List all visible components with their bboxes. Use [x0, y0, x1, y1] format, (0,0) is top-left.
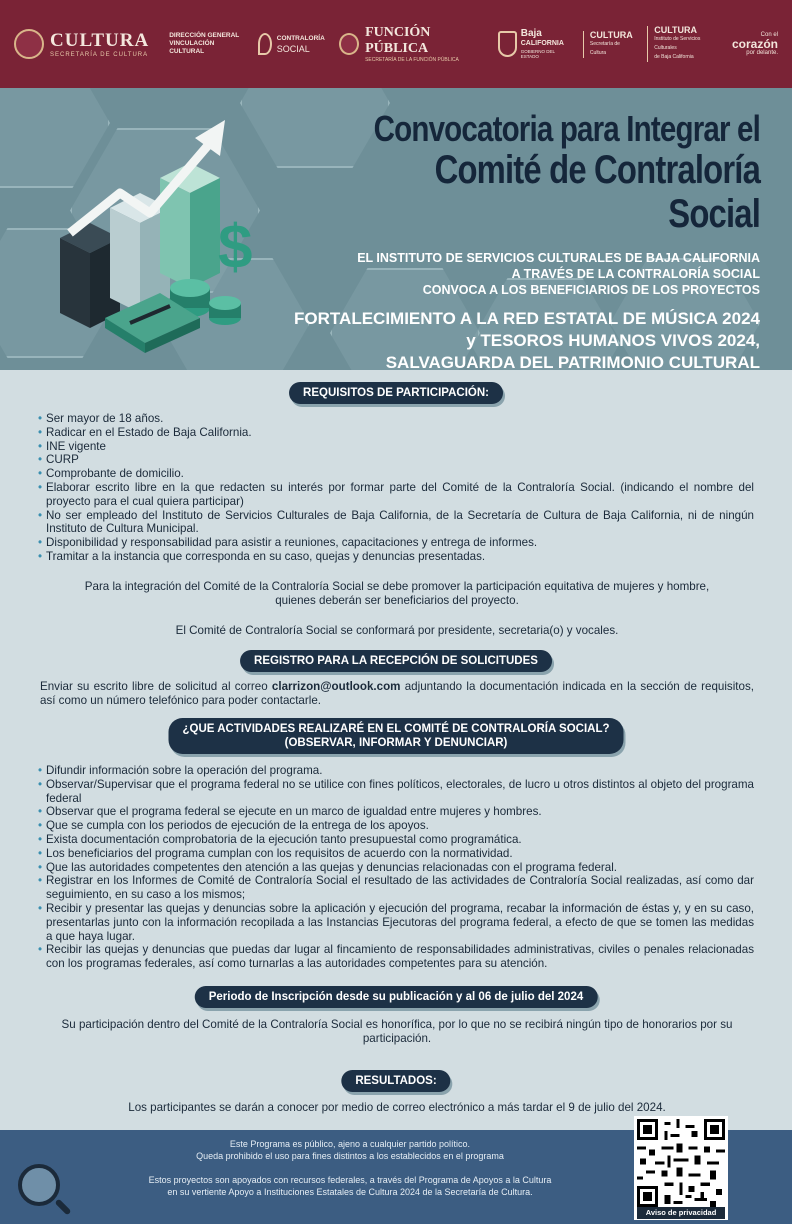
magnifier-icon [18, 1164, 60, 1206]
header-logo-bar [0, 0, 792, 88]
funcion-publica-seal-icon [339, 33, 359, 55]
cultura-logo [14, 29, 149, 59]
finance-growth-illustration [40, 98, 300, 368]
list-item: • Que se cumpla con los periodos de ejecución de la entrega de los apoyos. [40, 819, 754, 833]
cultura-logo-subtext: SECRETARÍA DE CULTURA [50, 52, 149, 58]
list-item: • Disponibilidad y responsabilidad para asistir a reuniones, capacitaciones y entrega de informes. [40, 536, 754, 550]
footer-line4: en su vertiente Apoyo a Instituciones Estatales de Cultura 2024 de la Secretaría de Cultura. [167, 1187, 533, 1197]
registro-heading: REGISTRO PARA LA RECEPCIÓN DE SOLICITUDES [240, 650, 552, 672]
corazon-logo [732, 31, 778, 58]
list-item: • Comprobante de domicilio. [40, 467, 754, 481]
resultados-paragraph: Los participantes se darán a conocer por medio de correo electrónico a más tardar el 9 de julio del 2024. [128, 1101, 666, 1114]
page-title-line2: Comité de Contraloría Social [434, 148, 760, 236]
list-item: • Recibir y presentar las quejas y denuncias sobre la aplicación y ejecución del programa, recabar la información de éstas y, y en su caso, presentarlas junto con la información recopilada a las Instancias Ejecutoras del programa federal, a efecto de que se tomen las medidas a que haya lugar. [40, 902, 754, 943]
list-item: • Recibir las quejas y denuncias que puedas dar lugar al fincamiento de responsabilidades administrativas, civiles o penales relacionadas con los programas federales, así como turnarlas a las autoridades competentes para su atención. [40, 943, 754, 971]
list-item: • Ser mayor de 18 años. [40, 412, 754, 426]
project-line2: y TESOROS HUMANOS VIVOS 2024, [466, 331, 760, 350]
cs-line1: CONTRALORÍA [276, 35, 325, 42]
subtitle-line2: A TRAVÉS DE LA CONTRALORÍA SOCIAL [511, 267, 760, 281]
registro-text-before: Enviar su escrito libre de solicitud al correo [40, 680, 272, 693]
conformation-paragraph: El Comité de Contraloría Social se conformará por presidente, secretaria(o) y vocales. [175, 624, 619, 637]
actividades-heading-line1: ¿QUE ACTIVIDADES REALIZARÉ EN EL COMITÉ DE CONTRALORÍA SOCIAL? [182, 723, 610, 735]
bc-subtext: GOBIERNO DEL ESTADO [520, 49, 555, 59]
cu2-text: CULTURA [654, 25, 698, 35]
bc-shield-icon [498, 31, 516, 57]
subtitle-line3: CONVOCA A LOS BENEFICIARIOS DE LOS PROYECTOS [422, 283, 760, 297]
list-item: • Observar que el programa federal se ejecute en un marco de igualdad entre mujeres y hombres. [40, 805, 754, 819]
funcion-publica-logo [339, 25, 485, 63]
periodo-heading: Periodo de Inscripción desde su publicación y al 06 de julio del 2024 [195, 986, 598, 1008]
list-item: • Que las autoridades competentes den atención a las quejas y denuncias relacionadas con el programa federal. [40, 861, 754, 875]
cu1-subtext: Secretaría de Cultura [589, 40, 620, 56]
requisitos-list [40, 412, 754, 564]
subtitle-line1: EL INSTITUTO DE SERVICIOS CULTURALES DE BAJA CALIFORNIA [357, 251, 760, 265]
leaf-icon [258, 33, 272, 55]
equity-paragraph: Para la integración del Comité de la Contraloría Social se debe promover la participación equitativa de mujeres y hombre, quienes deberán ser beneficiarios del proyecto. [84, 580, 710, 607]
actividades-heading [169, 718, 624, 754]
bc-line2: CALIFORNIA [520, 40, 564, 47]
list-item: • CURP [40, 453, 754, 467]
actividades-heading-line2: (OBSERVAR, INFORMAR Y DENUNCIAR) [284, 737, 508, 749]
dg-line1: DIRECCIÓN GENERAL [169, 32, 240, 39]
cu2-subtext2: de Baja California [654, 54, 694, 60]
project-line1: FORTALECIMIENTO A LA RED ESTATAL DE MÚSICA 2024 [294, 309, 760, 328]
cu1-text: CULTURA [589, 29, 633, 40]
footer-line1: Este Programa es público, ajeno a cualquier partido político. [229, 1139, 471, 1149]
list-item: • Elaborar escrito libre en la que redacten su interés por formar parte del Comité de la Contraloría Social. (indicando el nombre del proyecto para el cual quiera participar) [40, 481, 754, 509]
cor-small: Con el [760, 31, 778, 38]
svg-text:$: $ [218, 213, 253, 282]
footer-line2: Queda prohibido el uso para fines distintos a los establecidos en el programa [196, 1151, 504, 1161]
fp-subtext: SECRETARÍA DE LA FUNCIÓN PÚBLICA [365, 57, 459, 63]
dg-line2: VINCULACIÓN CULTURAL [169, 40, 215, 55]
list-item: • No ser empleado del Instituto de Servicios Culturales de Baja California, de la Secretaría de Cultura de Baja California, ni de ningún Instituto de Cultura Municipal. [40, 509, 754, 537]
eagle-seal-icon [14, 29, 44, 59]
periodo-paragraph: Su participación dentro del Comité de la Contraloría Social es honorífica, por lo que no se recibirá ningún tipo de honorarios por su participación. [61, 1018, 733, 1045]
list-item: • Difundir información sobre la operación del programa. [40, 764, 754, 778]
list-item: • Tramitar a la instancia que corresponda en su caso, quejas y denuncias presentadas. [40, 550, 754, 564]
footer-legal-text [110, 1138, 590, 1198]
qr-label: Aviso de privacidad [637, 1207, 725, 1219]
list-item: • Radicar en el Estado de Baja California. [40, 426, 754, 440]
privacy-qr-code[interactable] [634, 1116, 728, 1220]
cultura-sc-logo [583, 31, 633, 58]
resultados-heading: RESULTADOS: [341, 1070, 450, 1092]
cs-line2: SOCIAL [276, 44, 310, 54]
hero-title-block [270, 110, 760, 370]
cu2-subtext1: Instituto de Servicios Culturales [654, 36, 701, 51]
page-title-line1: Convocatoria para Integrar el [373, 108, 760, 149]
list-item: • Observar/Supervisar que el programa federal no se utilice con fines políticos, electorales, de lucro u otros distintos al objeto del programa federal [40, 778, 754, 806]
contraloria-social-logo [258, 33, 325, 55]
cultura-icbc-logo [647, 26, 718, 62]
list-item: • Registrar en los Informes de Comité de Contraloría Social el resultado de las actividades de Contraloría Social realizadas, así como dar seguimiento, en su caso a los mismos; [40, 874, 754, 902]
hero-banner [0, 88, 792, 370]
list-item: • Exista documentación comprobatoria de la ejecución tanto presupuestal como programática. [40, 833, 754, 847]
actividades-list [40, 764, 754, 971]
dg-vinculacion-logo [169, 32, 244, 56]
registro-paragraph [40, 680, 754, 708]
bc-line1: Baja [520, 28, 542, 39]
main-content [0, 370, 792, 1130]
fp-text: FUNCIÓN PÚBLICA [365, 25, 431, 56]
list-item: • INE vigente [40, 440, 754, 454]
cor-tail: por delante. [746, 49, 778, 56]
qr-code-icon [637, 1119, 725, 1207]
list-item: • Los beneficiarios del programa cumplan con los requisitos de acuerdo con la normatividad. [40, 847, 754, 861]
requisitos-heading: REQUISITOS DE PARTICIPACIÓN: [289, 382, 503, 404]
project-line3: SALVAGUARDA DEL PATRIMONIO CULTURAL [385, 353, 760, 370]
cultura-logo-text: CULTURA [50, 30, 150, 51]
contact-email-link[interactable]: clarrizon@outlook.com [271, 680, 401, 693]
footer-line3: Estos proyectos son apoyados con recursos federales, a través del Programa de Apoyos a la Cultura [148, 1175, 552, 1185]
registro-text-after: adjuntando la documentación indicada en la sección de requisitos, así como un número telefónico para poder contactarle. [40, 680, 754, 707]
cor-big: corazón [731, 36, 778, 51]
baja-california-logo [498, 29, 569, 59]
